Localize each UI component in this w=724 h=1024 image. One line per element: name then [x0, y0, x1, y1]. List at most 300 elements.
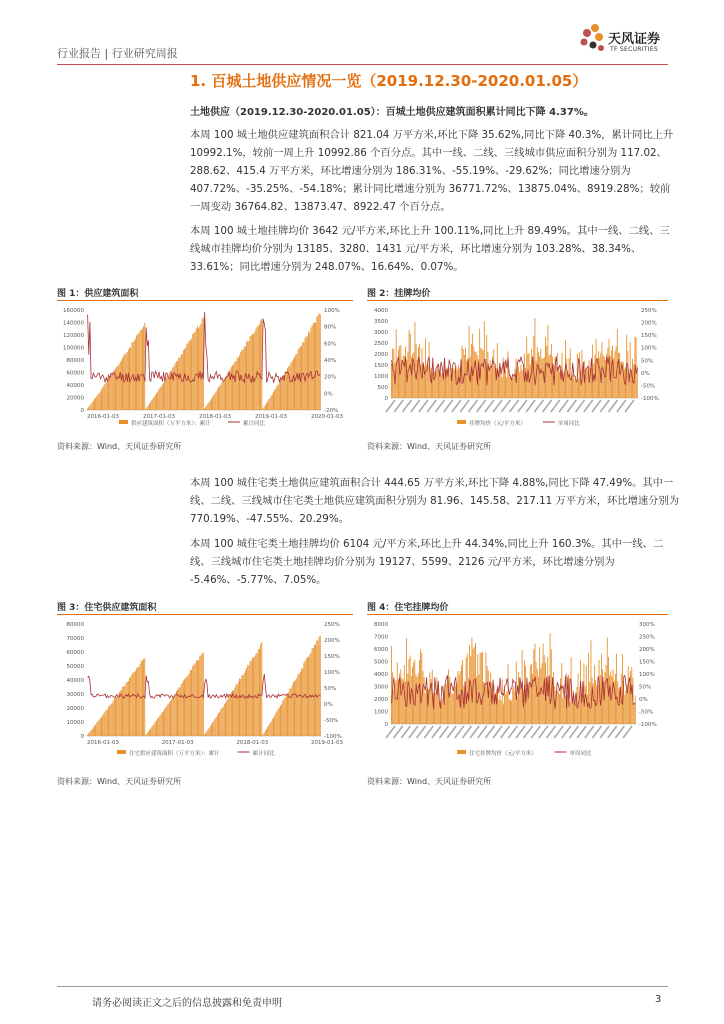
y-left-tick-label: 1000: [374, 374, 388, 380]
bar-mark: [204, 408, 205, 410]
y-left-tick-label: 80000: [66, 622, 84, 628]
bar-mark: [451, 692, 452, 724]
bar-mark: [511, 377, 512, 398]
bar-mark: [510, 375, 511, 398]
bar-mark: [518, 367, 519, 398]
bar-mark: [87, 735, 88, 736]
bar-mark: [179, 358, 180, 410]
bar-mark: [112, 703, 113, 736]
footer-disclaimer: 请务必阅读正文之后的信息披露和免责申明: [92, 998, 282, 1009]
bar-mark: [124, 686, 125, 736]
bar-mark: [582, 694, 583, 724]
bar-mark: [126, 683, 127, 736]
bar-mark: [498, 699, 499, 724]
bar-mark: [411, 357, 412, 398]
y-left-tick-label: 40000: [66, 383, 84, 389]
bar-mark: [284, 699, 285, 736]
x-tick-label: 2016-01-03: [87, 414, 119, 420]
bar-mark: [606, 665, 607, 724]
bar-mark: [223, 707, 224, 736]
y-left-tick-label: 3000: [374, 330, 388, 336]
y-left-tick-label: 70000: [66, 636, 84, 642]
bar-mark: [622, 654, 623, 724]
bar-mark: [205, 407, 206, 410]
bar-mark: [138, 333, 139, 410]
bar-mark: [300, 672, 301, 736]
bar-mark: [92, 729, 93, 736]
bar-mark: [314, 322, 315, 410]
y-left-tick-label: 5000: [374, 659, 388, 666]
bar-mark: [538, 677, 539, 724]
bar-mark: [225, 703, 226, 736]
page-number: 3: [655, 994, 662, 1005]
bar-mark: [122, 358, 123, 410]
bar-mark: [227, 699, 228, 736]
bar-mark: [251, 335, 252, 410]
y-left-tick-label: 2000: [374, 697, 388, 703]
bar-mark: [175, 363, 176, 410]
bar-mark: [89, 406, 90, 410]
bar-mark: [168, 375, 169, 410]
x-tick-label: [585, 726, 594, 738]
bar-mark: [605, 672, 606, 724]
bar-mark: [206, 731, 207, 736]
bar-mark: [467, 653, 468, 724]
bar-mark: [391, 646, 392, 724]
bar-mark: [198, 328, 199, 410]
bar-mark: [593, 364, 594, 398]
bar-mark: [181, 355, 182, 410]
bar-mark: [570, 349, 571, 398]
bar-mark: [287, 368, 288, 410]
bar-mark: [425, 693, 426, 724]
bar-mark: [96, 723, 97, 736]
bar-mark: [147, 407, 148, 410]
bar-mark: [278, 385, 279, 410]
bar-mark: [419, 344, 420, 398]
x-tick-label: [592, 726, 601, 738]
bar-mark: [277, 711, 278, 736]
bar-mark: [162, 712, 163, 736]
x-tick-label: [485, 726, 494, 738]
bar-mark: [391, 364, 392, 398]
bar-mark: [301, 669, 302, 736]
bar-mark: [557, 353, 558, 398]
bar-mark: [88, 733, 89, 736]
bar-mark: [299, 674, 300, 736]
y-left-tick-label: 10000: [66, 720, 84, 726]
figure-1-caption: 图 1：供应建筑面积: [57, 289, 139, 299]
bar-mark: [161, 386, 162, 410]
bar-mark: [231, 692, 232, 736]
bar-mark: [417, 677, 418, 724]
bar-mark: [163, 383, 164, 410]
x-tick-label: [609, 400, 618, 412]
paragraph-supply: 本周 100 城土地供应建筑面积合计 821.04 万平方米,环比下降 35.62%,同比下降 40.3%，累计同比上升 10992.1%，较前一周上升 10992.86 个百分点。其中一线、二线、三线城市供应面积分别为 117.02、288.62、415.4 万平方米，环比增速分别为 186.31%、-55.19%、-29.62%；同比增速分别为 407.72%、-35.25%、-54.18%；累计同比增速分别为 36771.72%、13875.04%、8919.28%；较前一周变动 36764.82、13873.47、8922.47 个百分点。: [190, 129, 674, 213]
company-logo: [575, 22, 685, 62]
bar-mark: [614, 351, 615, 398]
legend-bar-label: 供应建筑面积（万平方米）：累计: [131, 421, 211, 427]
bar-mark: [538, 352, 539, 398]
bar-mark: [455, 370, 456, 398]
figure-3-source: 资料来源：Wind、天风证券研究所: [57, 777, 182, 786]
x-tick-label: [592, 400, 601, 412]
bar-mark: [101, 389, 102, 410]
bar-mark: [146, 735, 147, 736]
bar-mark: [558, 367, 559, 398]
bar-mark: [120, 690, 121, 736]
bar-mark: [143, 326, 144, 410]
bar-mark: [599, 358, 600, 398]
bar-mark: [316, 317, 317, 410]
bar-mark: [480, 652, 481, 724]
bar-mark: [236, 361, 237, 410]
x-tick-label: [468, 400, 477, 412]
bar-mark: [135, 339, 136, 410]
bar-mark: [206, 405, 207, 410]
bar-mark: [579, 352, 580, 398]
x-tick-label: 2018-01-03: [236, 740, 269, 746]
bar-mark: [489, 367, 490, 398]
bar-mark: [603, 355, 604, 398]
bar-mark: [153, 725, 154, 736]
bar-mark: [320, 636, 321, 736]
bar-mark: [113, 701, 114, 736]
x-tick-label: [501, 400, 510, 412]
y-left-tick-label: 3500: [374, 319, 388, 325]
bar-mark: [486, 653, 487, 724]
bar-mark: [409, 330, 410, 398]
bar-mark: [234, 362, 235, 410]
bar-mark: [542, 663, 543, 724]
bar-mark: [185, 678, 186, 736]
bar-mark: [578, 674, 579, 724]
bar-mark: [131, 674, 132, 736]
bar-mark: [267, 727, 268, 736]
bar-mark: [575, 703, 576, 724]
bar-mark: [631, 667, 632, 724]
y-left-tick-label: 0: [80, 734, 84, 740]
bar-mark: [416, 344, 417, 398]
bar-mark: [310, 653, 311, 736]
bar-mark: [496, 690, 497, 724]
x-tick-label: [584, 400, 593, 412]
bar-mark: [279, 707, 280, 736]
bar-mark: [414, 660, 415, 724]
x-tick-label: [534, 400, 543, 412]
y-right-tick-label: -50%: [639, 709, 654, 716]
x-tick-label: [508, 726, 517, 738]
bar-mark: [98, 721, 99, 736]
bar-mark: [208, 729, 209, 736]
bar-mark: [519, 686, 520, 724]
bar-mark: [295, 680, 296, 736]
bar-mark: [99, 720, 100, 736]
bar-mark: [89, 732, 90, 736]
x-tick-label: [617, 400, 626, 412]
bar-mark: [455, 687, 456, 724]
bar-mark: [510, 700, 511, 724]
y-right-tick-label: 250%: [639, 634, 655, 641]
bar-mark: [250, 661, 251, 736]
bar-mark: [474, 647, 475, 724]
bar-mark: [162, 384, 163, 410]
bar-mark: [183, 681, 184, 736]
bar-mark: [237, 684, 238, 736]
bar-mark: [175, 694, 176, 736]
bar-mark: [491, 366, 492, 398]
bar-mark: [213, 395, 214, 410]
bar-mark: [210, 726, 211, 736]
bar-mark: [268, 399, 269, 410]
x-tick-label: [623, 726, 632, 738]
y-left-tick-label: 100000: [63, 345, 84, 352]
bar-mark: [178, 358, 179, 410]
bar-mark: [182, 683, 183, 736]
bar-mark: [171, 699, 172, 736]
bar-mark: [146, 409, 147, 410]
bar-mark: [396, 680, 397, 724]
bar-mark: [196, 328, 197, 410]
bar-mark: [168, 704, 169, 736]
bar-mark: [549, 356, 550, 398]
bar-mark: [217, 389, 218, 410]
x-tick-label: [402, 400, 411, 412]
x-tick-label: [615, 726, 624, 738]
bar-mark: [157, 718, 158, 736]
bar-mark: [257, 653, 258, 736]
bar-mark: [226, 701, 227, 736]
bar-mark: [200, 324, 201, 410]
bar-mark: [267, 401, 268, 410]
bar-mark: [293, 682, 294, 736]
bar-mark: [289, 365, 290, 410]
bar-mark: [195, 332, 196, 410]
paragraph-price: 本周 100 城土地挂牌均价 3642 元/平方米,环比上升 100.11%,同比上升 89.49%。其中一线、二线、三线城市挂牌均价分别为 13185、3280、1431 元/平方米，环比增速分别为 103.28%、38.34%、33.61%；同比增速分别为 248.07%、16.64%、0.07%。: [190, 225, 670, 273]
figure-1-source: 资料来源：Wind、天风证券研究所: [57, 442, 182, 451]
legend-line-label: 单周同比: [557, 421, 580, 427]
bar-mark: [115, 697, 116, 736]
bar-mark: [425, 338, 426, 398]
bar-mark: [586, 368, 587, 398]
bar-mark: [98, 394, 99, 410]
bar-mark: [178, 687, 179, 736]
y-right-tick-label: 0%: [639, 697, 648, 703]
bar-mark: [628, 666, 629, 724]
bar-mark: [313, 323, 314, 410]
bar-mark: [181, 684, 182, 736]
bar-mark: [421, 653, 422, 724]
bar-mark: [442, 374, 443, 398]
x-tick-label: [435, 400, 444, 412]
bar-mark: [130, 677, 131, 736]
bar-mark: [540, 349, 541, 398]
bar-mark: [609, 339, 610, 398]
bar-mark: [198, 660, 199, 736]
y-left-tick-label: 1000: [374, 709, 388, 716]
bar-mark: [551, 650, 552, 724]
bar-mark: [149, 730, 150, 736]
bar-mark: [315, 645, 316, 736]
bar-mark: [320, 315, 321, 410]
bar-mark: [436, 371, 437, 398]
bar-mark: [286, 695, 287, 736]
bar-mark: [250, 336, 251, 410]
x-tick-label: [493, 400, 502, 412]
bar-mark: [413, 352, 414, 398]
bar-mark: [479, 329, 480, 398]
x-tick-label: [577, 726, 586, 738]
bar-mark: [280, 706, 281, 736]
bar-mark: [275, 388, 276, 410]
bar-mark: [172, 368, 173, 410]
x-tick-label: 2017-01-03: [143, 414, 175, 420]
bar-mark: [149, 403, 150, 410]
bar-mark: [593, 683, 594, 724]
bar-mark: [220, 709, 221, 736]
bar-mark: [607, 348, 608, 398]
bar-mark: [244, 673, 245, 736]
x-tick-label: [543, 400, 552, 412]
legend-bar-swatch: [119, 420, 128, 424]
bar-mark: [248, 665, 249, 736]
figure-2-rule: [367, 300, 668, 301]
bar-mark: [295, 355, 296, 410]
bar-mark: [177, 361, 178, 410]
bar-mark: [454, 683, 455, 724]
y-left-tick-label: 2000: [374, 352, 388, 358]
bar-mark: [138, 667, 139, 736]
bar-mark: [245, 671, 246, 736]
bar-mark: [515, 692, 516, 724]
bar-mark: [103, 386, 104, 410]
bar-mark: [251, 661, 252, 736]
bar-mark: [559, 372, 560, 398]
bar-mark: [613, 669, 614, 724]
bar-mark: [565, 696, 566, 724]
bar-mark: [310, 328, 311, 410]
y-right-tick-label: -100%: [324, 734, 342, 740]
bar-mark: [280, 380, 281, 410]
bar-mark: [93, 401, 94, 410]
bar-mark: [102, 387, 103, 410]
bar-mark: [309, 333, 310, 410]
bar-mark: [266, 729, 267, 736]
bar-mark: [88, 407, 89, 410]
bar-mark: [255, 654, 256, 736]
x-tick-label: [547, 726, 556, 738]
bar-mark: [466, 361, 467, 398]
bar-mark: [319, 313, 320, 410]
bar-mark: [150, 729, 151, 736]
bar-mark: [569, 358, 570, 398]
y-right-tick-label: 200%: [324, 638, 340, 644]
bar-mark: [514, 686, 515, 724]
bar-mark: [208, 403, 209, 410]
bar-mark: [243, 676, 244, 736]
bar-mark: [274, 390, 275, 410]
bar-mark: [186, 344, 187, 410]
bar-mark: [91, 730, 92, 736]
bar-mark: [512, 378, 513, 398]
bar-mark: [453, 693, 454, 724]
bar-mark: [196, 660, 197, 736]
bar-mark: [263, 734, 264, 736]
bar-mark: [257, 327, 258, 410]
bar-mark: [579, 702, 580, 724]
x-tick-label: [444, 400, 453, 412]
bar-mark: [578, 379, 579, 398]
bar-mark: [154, 397, 155, 410]
bar-mark: [587, 370, 588, 398]
bar-mark: [227, 373, 228, 410]
bar-mark: [468, 678, 469, 724]
legend-bar-label: 住宅挂牌均价（元/平方米）: [469, 751, 537, 757]
bar-mark: [155, 395, 156, 410]
bar-mark: [426, 690, 427, 724]
bar-mark: [317, 315, 318, 410]
bar-mark: [193, 665, 194, 736]
bar-mark: [423, 671, 424, 724]
bar-mark: [519, 372, 520, 398]
y-left-tick-label: 20000: [66, 706, 84, 712]
bar-mark: [252, 334, 253, 410]
bar-mark: [247, 341, 248, 410]
bar-mark: [294, 357, 295, 410]
bar-mark: [539, 647, 540, 724]
bar-mark: [587, 695, 588, 724]
x-tick-label: [531, 726, 540, 738]
bar-mark: [211, 724, 212, 736]
bar-mark: [536, 662, 537, 724]
bar-mark: [165, 379, 166, 410]
bar-mark: [100, 391, 101, 410]
bar-mark: [213, 721, 214, 736]
x-tick-label: 2018-01-03: [199, 414, 231, 420]
bar-mark: [294, 681, 295, 736]
bar-mark: [487, 666, 488, 724]
bar-mark: [591, 368, 592, 398]
y-left-tick-label: 20000: [66, 395, 84, 402]
bar-mark: [238, 358, 239, 410]
bar-mark: [156, 394, 157, 410]
bar-mark: [134, 672, 135, 736]
bar-mark: [438, 369, 439, 398]
bar-mark: [564, 697, 565, 724]
bar-mark: [634, 703, 635, 724]
x-tick-label: [478, 726, 487, 738]
bar-mark: [518, 672, 519, 724]
bar-mark: [270, 723, 271, 736]
bar-mark: [449, 677, 450, 724]
bar-mark: [616, 654, 617, 724]
y-left-tick-label: 0: [384, 722, 388, 728]
bar-mark: [150, 402, 151, 410]
bar-mark: [420, 649, 421, 724]
y-left-tick-label: 140000: [63, 320, 84, 327]
bar-mark: [317, 640, 318, 736]
subheading: 土地供应（2019.12.30-2020.01.05）：百城土地供应建筑面积累计同比下降 4.37%。: [190, 107, 594, 118]
bar-mark: [535, 644, 536, 724]
bar-mark: [550, 633, 551, 724]
bar-mark: [121, 360, 122, 410]
bar-mark: [255, 329, 256, 410]
bar-mark: [239, 679, 240, 736]
legend-line-label: 单周同比: [569, 751, 592, 757]
bar-mark: [142, 661, 143, 736]
y-left-tick-label: 4000: [374, 672, 388, 678]
bar-mark: [116, 697, 117, 736]
